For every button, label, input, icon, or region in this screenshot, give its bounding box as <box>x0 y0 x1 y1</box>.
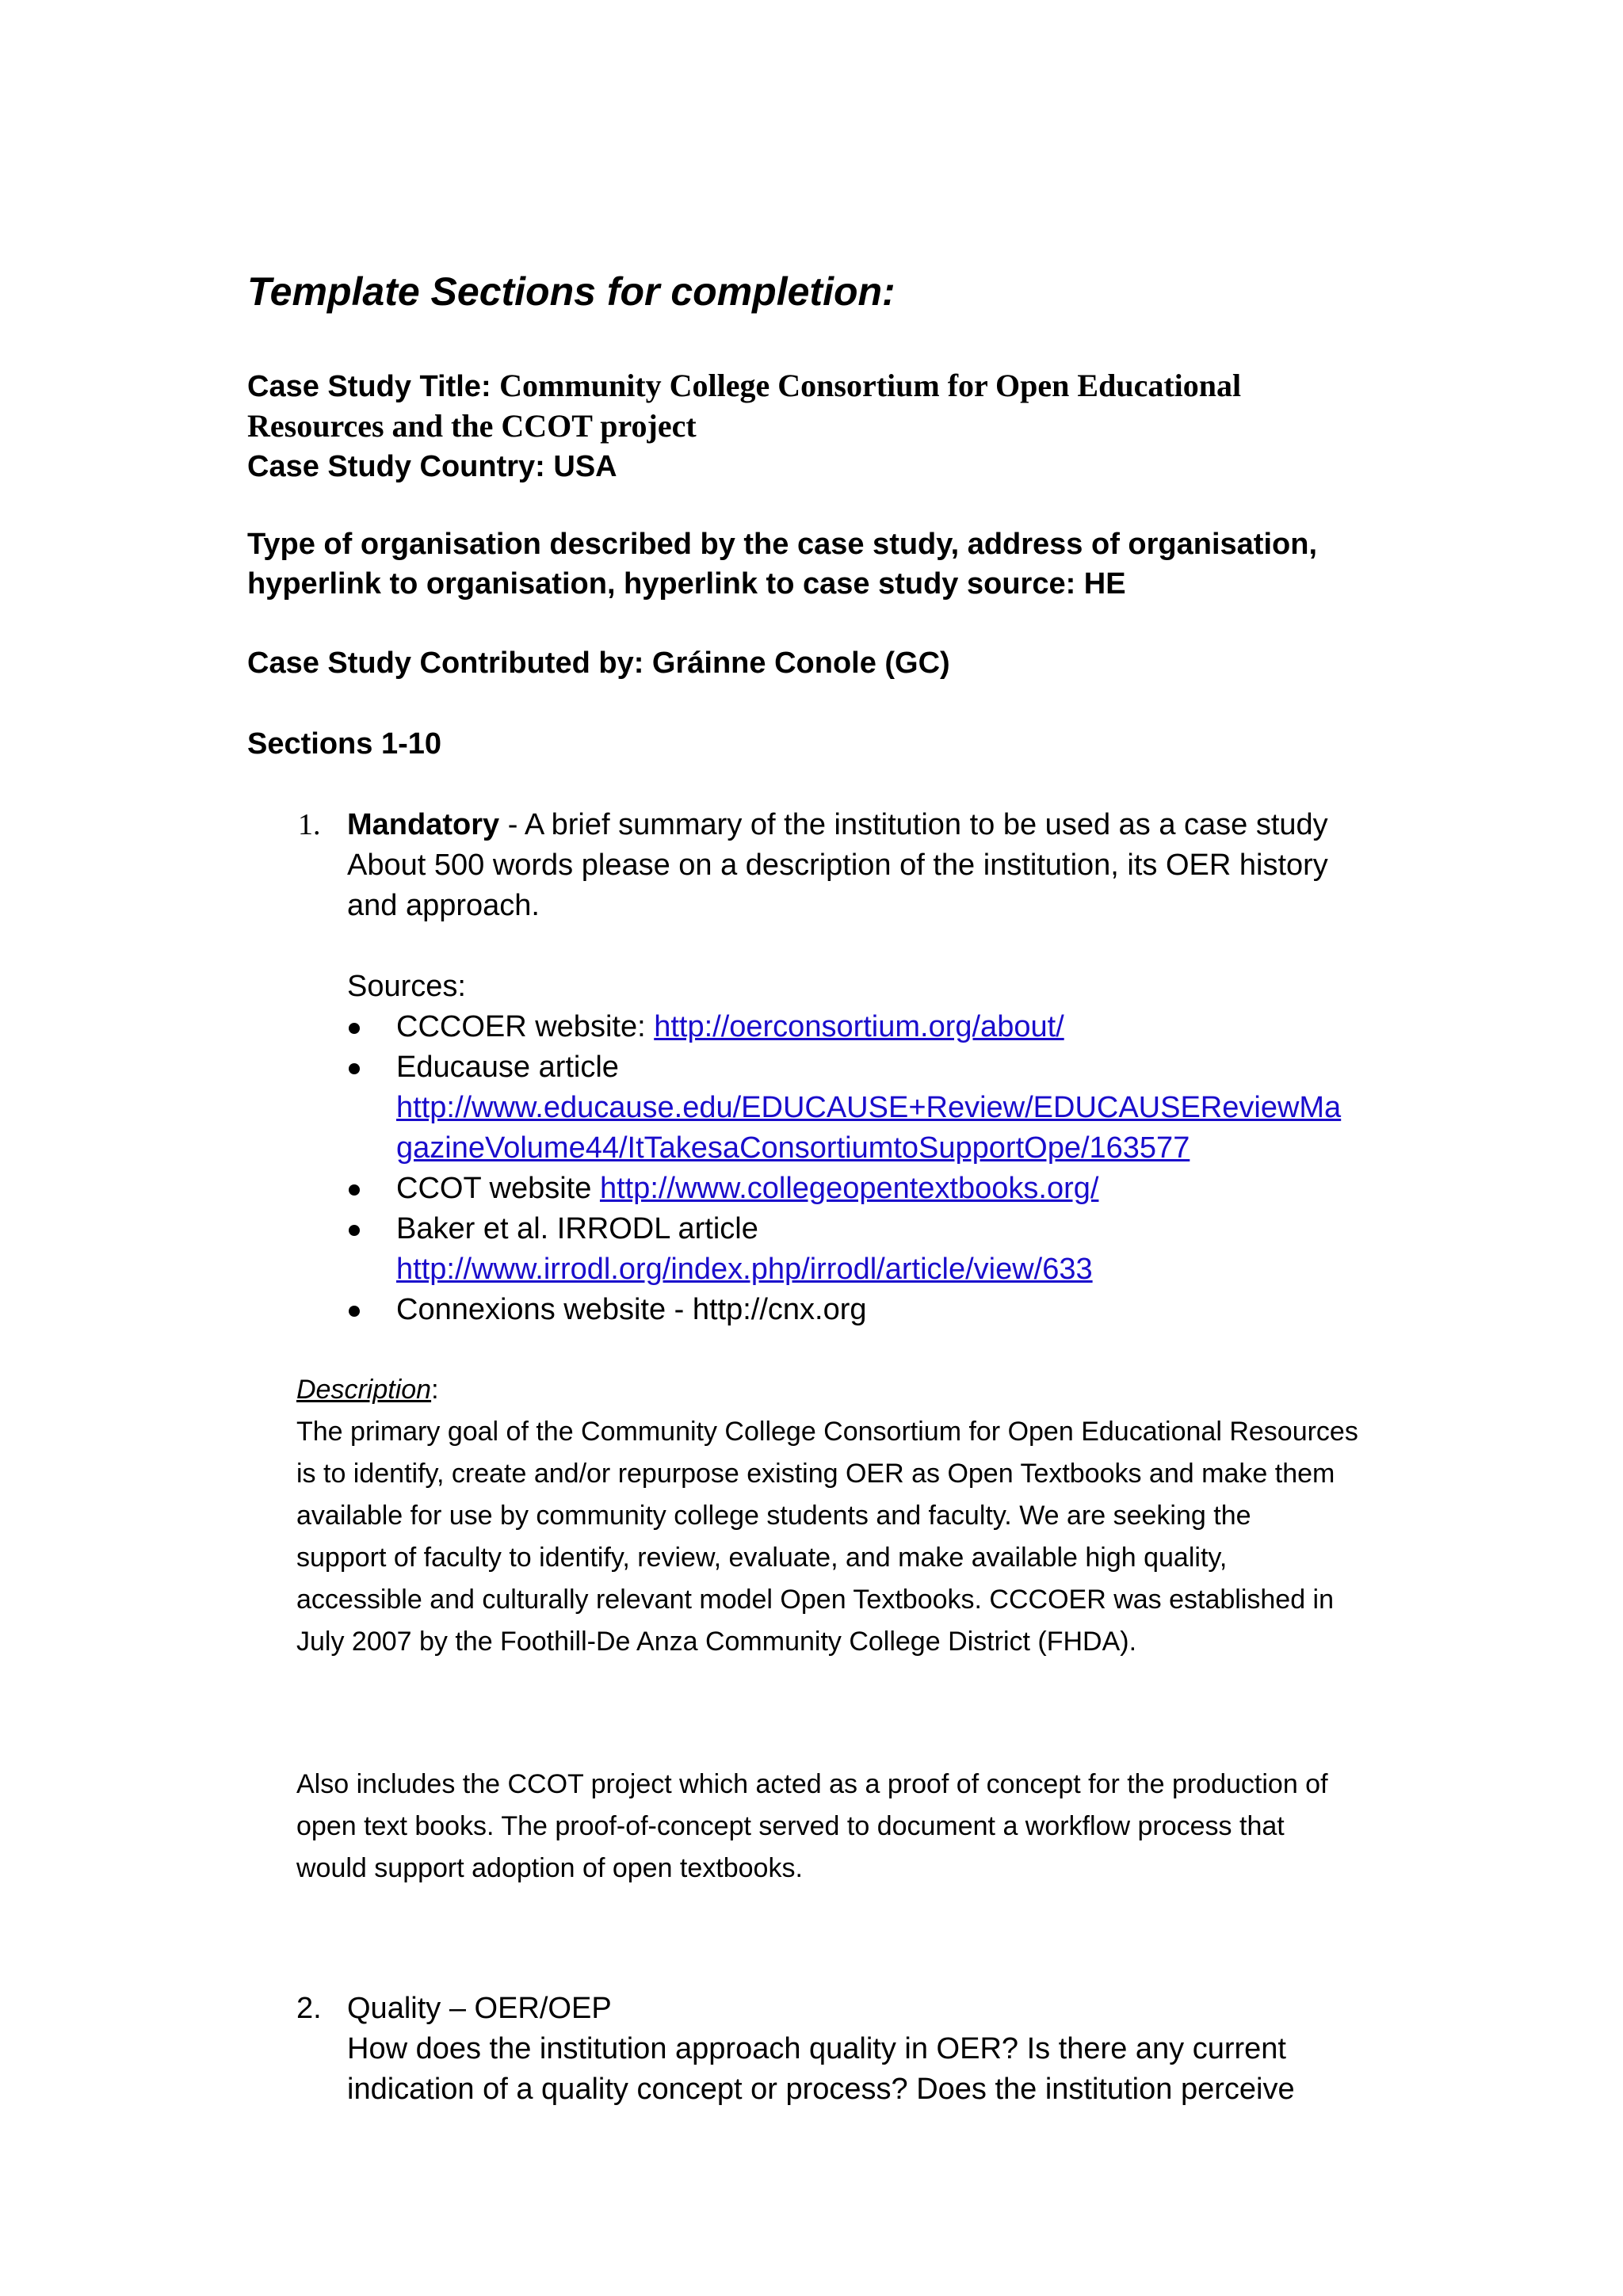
description-line: The primary goal of the Community College Consortium for Open Educational Resources <box>296 1417 1358 1447</box>
bullet-icon <box>349 1184 360 1196</box>
source-item-cccoer <box>298 1007 1566 1047</box>
source-item-irrodl <box>298 1209 1566 1290</box>
sources-list <box>298 1007 1566 1330</box>
case-study-title <box>247 366 1436 486</box>
item-1-bold-label: Mandatory <box>347 808 500 841</box>
page-heading: Template Sections for completion: <box>247 269 896 314</box>
source-item-ccot <box>298 1169 1566 1209</box>
ccot-line: open text books. The proof-of-concept served to document a workflow process that <box>296 1811 1285 1841</box>
sources-label: Sources: <box>347 970 466 1003</box>
case-study-country: Case Study Country: USA <box>247 450 617 483</box>
sections-label: Sections 1-10 <box>247 727 441 761</box>
source-item-connexions <box>298 1290 1566 1330</box>
source-text: Educause article <box>396 1051 619 1084</box>
irrodl-link[interactable]: http://www.irrodl.org/index.php/irrodl/article/view/633 <box>396 1253 1093 1286</box>
item-2 <box>296 1989 1564 2110</box>
org-type-line-2: hyperlink to organisation, hyperlink to case study source: HE <box>247 567 1126 601</box>
description-line: support of faculty to identify, review, evaluate, and make available high quality, <box>296 1543 1228 1573</box>
case-title-value-1: Community College Consortium for Open Educational <box>499 368 1242 403</box>
case-title-label: Case Study Title: <box>247 370 491 403</box>
item-1-number: 1. <box>298 808 321 841</box>
source-text: CCOT website <box>396 1172 600 1205</box>
description-label: Description <box>296 1375 432 1405</box>
source-text: Baker et al. IRRODL article <box>396 1212 758 1245</box>
bullet-icon <box>349 1306 360 1317</box>
bullet-icon <box>349 1063 360 1074</box>
educause-link-line-2[interactable]: gazineVolume44/ItTakesaConsortiumtoSupportOpe/163577 <box>396 1131 1190 1165</box>
ccot-line: would support adoption of open textbooks. <box>296 1853 803 1883</box>
item-1 <box>298 805 1566 1330</box>
source-item-educause <box>298 1047 1566 1169</box>
bullet-icon <box>349 1023 360 1034</box>
item-2-number: 2. <box>296 1992 322 2025</box>
cccoer-link[interactable]: http://oerconsortium.org/about/ <box>654 1010 1064 1043</box>
org-type-line-1: Type of organisation described by the case study, address of organisation, <box>247 528 1318 561</box>
description-line: available for use by community college students and faculty. We are seeking the <box>296 1501 1251 1531</box>
description-line: accessible and culturally relevant model Open Textbooks. CCCOER was established in <box>296 1585 1335 1615</box>
item-2-title: Quality – OER/OEP <box>347 1992 612 2025</box>
item-2-line-2: indication of a quality concept or process? Does the institution perceive <box>347 2073 1295 2106</box>
ccot-paragraph <box>296 1764 1564 1890</box>
item-1-text-1: - A brief summary of the institution to be used as a case study <box>499 808 1328 841</box>
description-line: is to identify, create and/or repurpose existing OER as Open Textbooks and make them <box>296 1459 1335 1489</box>
description-colon: : <box>431 1375 439 1405</box>
source-text: Connexions website - http://cnx.org <box>396 1293 867 1326</box>
organisation-type <box>247 524 1436 604</box>
description-line: July 2007 by the Foothill-De Anza Community College District (FHDA). <box>296 1627 1137 1657</box>
item-1-text-3: and approach. <box>347 889 540 922</box>
ccot-line: Also includes the CCOT project which acted as a proof of concept for the production of <box>296 1769 1328 1799</box>
ccot-link[interactable]: http://www.collegeopentextbooks.org/ <box>599 1172 1099 1205</box>
bullet-icon <box>349 1225 360 1236</box>
source-text: CCCOER website: <box>396 1010 655 1043</box>
contributed-by: Case Study Contributed by: Gráinne Conole (GC) <box>247 646 950 680</box>
educause-link-line-1[interactable]: http://www.educause.edu/EDUCAUSE+Review/EDUCAUSEReviewMa <box>396 1091 1342 1124</box>
case-title-value-2: Resources and the CCOT project <box>247 408 697 444</box>
item-2-line-1: How does the institution approach quality in OER? Is there any current <box>347 2032 1286 2065</box>
description-block <box>296 1369 1564 1663</box>
item-1-text-2: About 500 words please on a description of the institution, its OER history <box>347 849 1328 882</box>
